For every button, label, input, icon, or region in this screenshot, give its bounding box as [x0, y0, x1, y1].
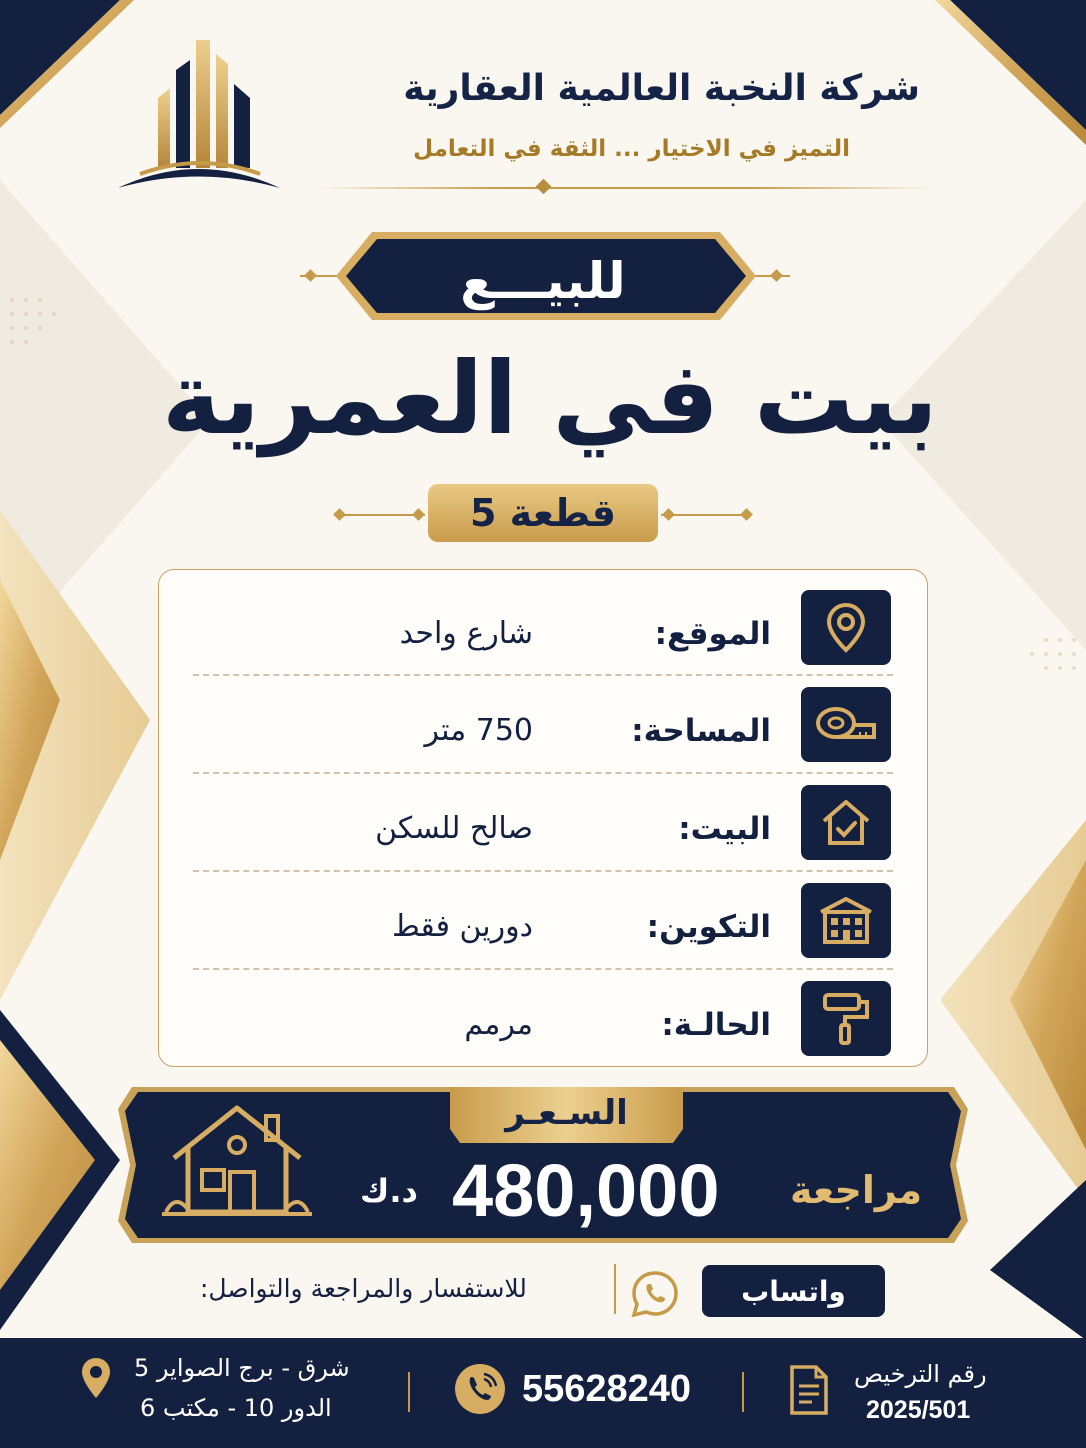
detail-value-layout: دورين فقط [391, 909, 533, 944]
detail-label-house: البيت: [678, 811, 771, 847]
price-amount: 480,000 [452, 1149, 720, 1232]
listing-title: بيت في العمرية [161, 340, 939, 457]
detail-separator [193, 968, 893, 970]
plot-badge: قطعة 5 [428, 484, 658, 542]
paint-roller-icon [801, 981, 891, 1056]
detail-row-condition [159, 974, 929, 1071]
house-icon [162, 1100, 312, 1220]
company-name: شركة النخبة العالمية العقارية [403, 68, 920, 109]
footer-license-label: رقم الترخيص [854, 1360, 987, 1388]
footer-separator [742, 1372, 744, 1412]
detail-value-condition: مرمم [464, 1007, 533, 1042]
company-logo [110, 40, 285, 200]
footer-phone-number[interactable]: 55628240 [522, 1368, 692, 1410]
price-currency: د.ك [360, 1172, 418, 1210]
detail-separator [193, 674, 893, 676]
whatsapp-button[interactable]: واتساب [702, 1265, 885, 1317]
detail-row-area [159, 680, 929, 777]
detail-row-location [159, 582, 929, 679]
header [100, 40, 960, 200]
price-prefix: مراجعة [790, 1168, 923, 1212]
detail-label-layout: التكوين: [646, 909, 771, 945]
detail-row-house [159, 778, 929, 875]
for-sale-label: للبيـــع [460, 252, 626, 310]
company-slogan: التميز في الاختيار ... الثقة في التعامل [413, 136, 850, 162]
price-label: السـعـر [505, 1093, 628, 1133]
footer-separator [408, 1372, 410, 1412]
footer-address-line1: شرق - برج الصواير 5 [134, 1354, 350, 1382]
detail-value-location: شارع واحد [399, 616, 533, 651]
location-pin-icon [80, 1356, 112, 1402]
building-icon [801, 883, 891, 958]
detail-label-condition: الحالـة: [661, 1007, 771, 1043]
detail-row-layout [159, 876, 929, 973]
footer-address-line2: الدور 10 - مكتب 6 [140, 1394, 332, 1422]
contact-text: للاستفسار والمراجعة والتواصل: [200, 1274, 527, 1303]
detail-label-location: الموقع: [654, 616, 771, 652]
phone-icon[interactable] [454, 1363, 506, 1415]
house-check-icon [801, 785, 891, 860]
detail-separator [193, 870, 893, 872]
header-divider [315, 187, 935, 189]
detail-label-area: المساحة: [631, 713, 771, 749]
whatsapp-icon[interactable] [630, 1269, 680, 1319]
detail-value-house: صالح للسكن [375, 811, 533, 846]
contact-separator [614, 1264, 616, 1314]
details-card [158, 569, 928, 1067]
footer-license-number: 2025/501 [866, 1396, 971, 1424]
license-document-icon [788, 1364, 830, 1416]
tape-measure-icon [801, 687, 891, 762]
detail-separator [193, 772, 893, 774]
header-divider-diamond [536, 179, 552, 195]
location-pin-icon [801, 590, 891, 665]
detail-value-area: 750 متر [424, 713, 533, 748]
